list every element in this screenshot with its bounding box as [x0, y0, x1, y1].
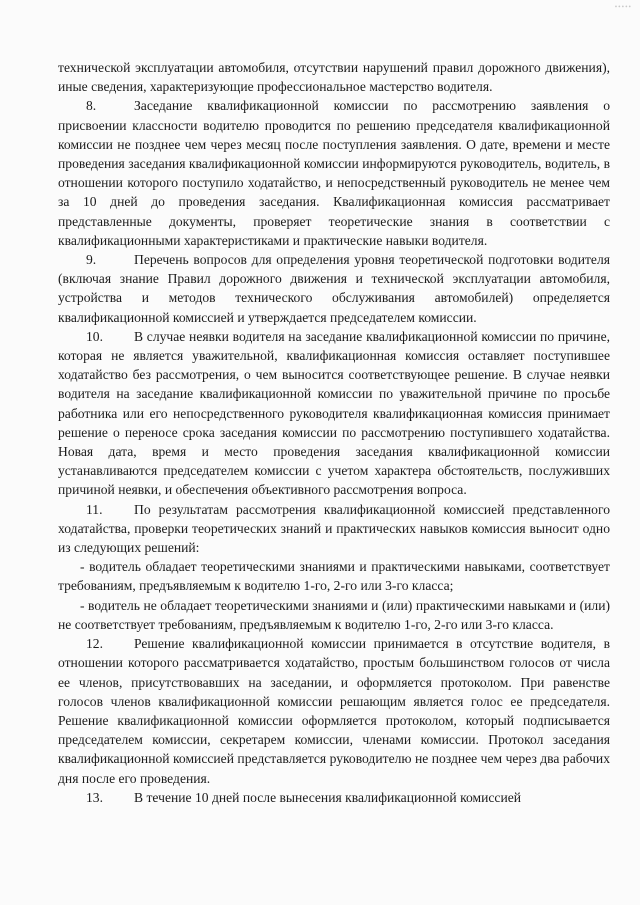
document-body [58, 58, 610, 807]
clause-paragraph [58, 500, 610, 558]
clause-text: В течение 10 дней после вынесения квалификационной комиссией [134, 789, 522, 805]
decision-option: - водитель не обладает теоретическими знаниями и (или) практическими навыками и (или) не соответствует требованиям, предъявляемым к водителю 1-го, 2-го или 3-го класса. [58, 597, 610, 632]
clause-number: 11. [86, 501, 103, 517]
clause-number: 12. [86, 636, 103, 652]
clause-text: В случае неявки водителя на заседание квалификационной комиссии по причине, которая не является уважительной, квалификационная комиссия оставляет поступившее ходатайство без рассмотрения, о чем выносится соответствующее решение. В случае неявки водителя на заседание квалификационной комиссии по уважительной причине по просьбе работника или его непосредственного руководителя квалификационная комиссия принимает решение о переносе срока заседания комиссии по рассмотрению поступившего ходатайства. Новая дата, время и место проведения заседания квалификационной комиссии устанавливаются председателем комиссии с учетом характера обстоятельств, послуживших причиной неявки, и обеспечения объективного рассмотрения вопроса. [58, 328, 610, 498]
continuation-paragraph: технической эксплуатации автомобиля, отсутствии нарушений правил дорожного движения), иные сведения, характеризующие профессиональное мастерство водителя. [58, 60, 610, 95]
clause-paragraph [58, 634, 610, 788]
clause-number: 9. [86, 252, 97, 268]
clause-text: Перечень вопросов для определения уровня теоретической подготовки водителя (включая знание Правил дорожного движения и технической эксплуатации автомобиля, устройства и методов технического обслуживания автомобилей) определяется квалификационной комиссией и утверждается председателем комиссии. [58, 252, 610, 325]
clause-text: Заседание квалификационной комиссии по рассмотрению заявления о присвоении классности водителю проводится по решению председателя квалификационной комиссии не позднее чем через месяц после поступления заявления. О дате, времени и месте проведения заседания квалификационной комиссии информируются руководитель, водитель, в отношении которого поступило ходатайство, и непосредственный руководитель не менее чем за 10 дней до проведения заседания. Квалификационная комиссия рассматривает представленные документы, проверяет теоретические знания в соответствии с квалификационными характеристиками и практические навыки водителя. [58, 98, 610, 248]
clause-number: 10. [86, 328, 103, 344]
clause-number: 13. [86, 789, 103, 805]
decision-option: - водитель обладает теоретическими знаниями и практическими навыками, соответствует требованиям, предъявляемым к водителю 1-го, 2-го или 3-го класса; [58, 559, 610, 594]
clause-paragraph [58, 96, 610, 250]
clause-number: 8. [86, 98, 97, 114]
clause-text: По результатам рассмотрения квалификационной комиссией представленного ходатайства, проверки теоретических знаний и практических навыков комиссия выносит одно из следующих решений: [58, 501, 610, 556]
clause-paragraph [58, 788, 610, 807]
clause-paragraph [58, 250, 610, 327]
clause-paragraph [58, 327, 610, 500]
scan-mark: ••••• [614, 3, 632, 11]
clause-text: Решение квалификационной комиссии принимается в отсутствие водителя, в отношении которого рассматривается ходатайство, простым большинством голосов от числа ее членов, присутствовавших на заседании, и оформляется протоколом. При равенстве голосов членов квалификационной комиссии решающим является голос ее председателя. Решение квалификационной комиссии оформляется протоколом, который подписывается председателем комиссии, секретарем комиссии, членами комиссии. Протокол заседания квалификационной комиссией представляется руководителю не позднее чем через два рабочих дня после его проведения. [58, 636, 610, 786]
